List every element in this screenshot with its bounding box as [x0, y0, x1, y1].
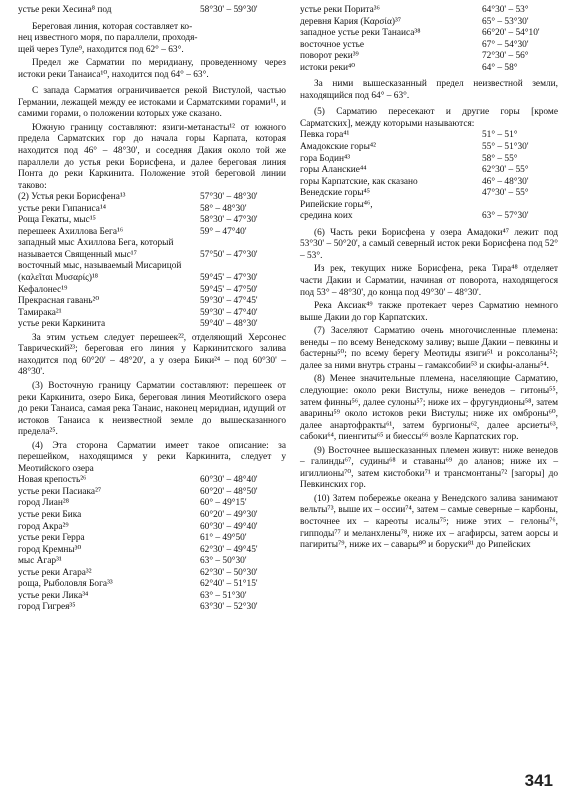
coord-row — [18, 556, 286, 568]
coord-row — [18, 204, 286, 216]
coord-row — [18, 522, 286, 534]
coordinates: 63° – 50°30' — [200, 556, 247, 567]
coordinates: 64° – 58° — [482, 62, 518, 73]
coordinates: 62°30' – 49°45' — [200, 544, 258, 555]
coord-row — [18, 296, 286, 308]
coord-row — [18, 568, 286, 580]
coordinates-table — [300, 130, 558, 222]
paragraph: (9) Восточнее вышесказанных племен живут: ниже венедов – галинды⁶⁷, судины⁶⁸ и ставаны⁶⁹ до аланов; ниже их – игиллионы⁷⁰, затем кистобоки⁷¹ и трансмонтаны⁷² [загоры] до Певкинских гор. — [300, 445, 558, 491]
coord-row — [300, 200, 558, 212]
paragraph: Южную границу составляют: язиги-метанасты¹² от южного предела Сарматских гор до начала горы Карпата, которая находится под 46° – 48°30', и соседняя Дакия около той же параллели до устья реки Борисфена, и далее береговая линия Понта до реки Каркинита. Положение этой береговой линии таково: — [18, 122, 286, 191]
place-name: роща, Рыболовля Бога³³ — [18, 579, 113, 590]
place-name: устье реки Порита³⁶ — [300, 5, 380, 15]
coordinates: 62°30' – 55° — [482, 165, 529, 176]
place-name: город Гигрея³⁵ — [18, 602, 76, 613]
coord-row — [18, 602, 286, 614]
coordinates: 60°30' – 48°40' — [200, 475, 258, 486]
coordinates: 60°20' – 48°50' — [200, 486, 258, 497]
paragraph: (4) Эта сторона Сарматии имеет такое описание: за перешейком, находящимся у реки Каркинита, следует у Меотийского озера — [18, 440, 286, 474]
place-name: устье реки Каркинита — [18, 319, 106, 330]
coordinates: 72°30' – 56° — [482, 51, 529, 62]
coordinates: 47°30' – 55° — [482, 188, 529, 199]
coord-row — [18, 591, 286, 603]
coord-row — [300, 63, 558, 75]
paragraph: С запада Сарматия ограничивается рекой Вистулой, частью Германии, лежащей между ее истоками и Сарматскими горами¹¹, и самими горами, о положении которых уже сказано. — [18, 86, 286, 120]
place-name: Прекрасная гавань²⁰ — [18, 296, 100, 307]
coordinates: 59°40' – 48°30' — [200, 319, 258, 330]
coordinates — [200, 261, 286, 273]
place-name: (2) Устья реки Борисфена¹³ — [18, 192, 126, 203]
place-name: восточное устье — [300, 39, 365, 50]
paragraph: (7) Заселяют Сарматию очень многочисленные племена: венеды – по всему Венедскому заливу; выше Дакии – певкины и бастерны⁵⁰; по всему берегу Меотиды язиги⁵¹ и роксоланы⁵²; далее за ними внутрь страны – гамаксобии⁵³ и скифы-аланы⁵⁴. — [300, 326, 558, 371]
coord-row — [300, 130, 558, 142]
paragraph: (3) Восточную границу Сарматии составляют: перешеек от реки Каркинита, озеро Бика, береговая линия Меотийского озера до реки Танаиса, самая река Танаис, наконец меридиан, идущий от истоков Танаиса к неизвестной земле до вышесказанного предела²⁵. — [18, 380, 286, 438]
place-name: Певка гора⁴¹ — [300, 130, 350, 141]
paragraph: (10) Затем побережье океана у Венедского залива занимают вельты⁷³, выше их – оссии⁷⁴, затем – самые северные – карбоны, восточнее их – кареоты исалы⁷⁵; ниже этих – гелоны⁷⁶, гипподы⁷⁷ и меланхлены⁷⁸, ниже их – агафирсы, затем аорсы и пагириты⁷⁹, ниже их – савары⁸⁰ и боруски⁸¹ до Рипейских — [300, 493, 558, 551]
page-number: 341 — [524, 771, 553, 790]
coord-row — [300, 28, 558, 40]
place-name: устье реки Бика — [18, 509, 82, 520]
paragraph: Из рек, текущих ниже Борисфена, река Тира⁴⁸ отделяет части Дакии и Сарматии, начиная от поворота, находящегося под 53° – 48°30', до конца под 49°30' – 48°30'. — [300, 264, 558, 298]
place-name: устье реки Гипаниса¹⁴ — [18, 203, 107, 214]
paragraph: Предел же Сарматии по меридиану, проведенному через истоки реки Танаиса¹⁰, находится под 64° – 63°. — [18, 58, 286, 80]
coordinates: 63° – 51°30' — [200, 590, 247, 601]
coord-row — [18, 579, 286, 591]
coordinates: 62°30' – 50°30' — [200, 567, 258, 578]
place-name: устье реки Пасиака²⁷ — [18, 486, 102, 497]
coord-row — [18, 273, 286, 285]
place-name: средина коих — [300, 211, 353, 222]
place-name: Новая крепость²⁶ — [18, 475, 87, 486]
right-column — [300, 5, 558, 552]
place-name: горы Карпатские, как сказано — [300, 176, 418, 187]
coord-row — [300, 17, 558, 29]
coordinates: 59°45' – 47°30' — [200, 273, 258, 284]
place-name: город Акра²⁹ — [18, 521, 69, 532]
place-name: Венедские горы⁴⁵ — [300, 188, 371, 199]
coord-row — [18, 545, 286, 557]
place-name: восточный мыс, называемый Мисарицой — [18, 261, 182, 272]
coordinates: 59°30' – 47°40' — [200, 307, 258, 318]
place-name: западный мыс Ахиллова Бега, который — [18, 238, 174, 249]
place-name: Амадокские горы⁴² — [300, 142, 376, 153]
coord-row — [300, 40, 558, 52]
place-name: устье реки Хесина⁸ под — [18, 5, 112, 15]
coordinates: 60° – 49°15' — [200, 498, 247, 509]
place-name: деревня Кария (Καρσία)³⁷ — [300, 16, 402, 27]
place-name: город Лиан²⁸ — [18, 498, 69, 509]
place-name: Роща Гекаты, мыс¹⁵ — [18, 215, 96, 226]
coordinates-table — [18, 192, 286, 331]
coordinates-table — [300, 5, 558, 74]
coordinates: 58° – 55° — [482, 153, 518, 164]
coordinates: 46° – 48°30' — [482, 176, 529, 187]
paragraph: (5) Сарматию пересекают и другие горы [кроме Сарматских], между которыми называются: — [300, 107, 558, 129]
coord-row — [18, 261, 286, 273]
coordinates: 67° – 54°30' — [482, 39, 529, 50]
coordinates: 51° – 51° — [482, 130, 518, 141]
coordinates: 63° – 57°30' — [482, 211, 529, 222]
coordinates — [200, 238, 286, 250]
coord-row — [300, 51, 558, 63]
place-name: перешеек Ахиллова Бега¹⁶ — [18, 226, 124, 237]
coordinates: 62°40' – 51°15' — [200, 579, 258, 590]
coordinates: 60°30' – 49°40' — [200, 521, 258, 532]
paragraph: За этим устьем следует перешеек²², отделяющий Херсонес Таврический²³; береговая его линия у Каркинитского залива находится под 60°20' – 48°20', а у озера Бики²⁴ – под 60°30' – 48°30'. — [18, 332, 286, 378]
coordinates: 66°20' – 54°10' — [482, 28, 540, 39]
coordinates: 59°30' – 47°45' — [200, 296, 258, 307]
coordinates: 58°30' – 47°30' — [200, 215, 258, 226]
place-name: Рипейские горы⁴⁶, — [300, 199, 373, 210]
paragraph: За ними вышесказанный предел неизвестной земли, находящийся под 64° – 63°. — [300, 79, 558, 101]
coordinates — [482, 200, 558, 212]
place-name: гора Бодин⁴³ — [300, 153, 351, 164]
place-name: поворот реки³⁹ — [300, 51, 359, 62]
place-name: город Кремны³⁰ — [18, 544, 82, 555]
coordinates-table — [18, 475, 286, 614]
coordinates: 64°30' – 53° — [482, 5, 529, 15]
coord-row — [18, 192, 286, 204]
coord-row — [18, 215, 286, 227]
coord-row — [18, 250, 286, 262]
place-name: Кефалонес¹⁹ — [18, 284, 68, 295]
coord-row — [18, 308, 286, 320]
coordinates: 55° – 51°30' — [482, 142, 529, 153]
coordinates: 57°30' – 48°30' — [200, 192, 258, 203]
coord-row — [18, 227, 286, 239]
coordinates: 65° – 53°30' — [482, 16, 529, 27]
coord-row — [18, 319, 286, 331]
coord-row — [18, 487, 286, 499]
place-name: Тамирака²¹ — [18, 307, 62, 318]
left-column — [18, 5, 286, 614]
coordinates: 63°30' – 52°30' — [200, 602, 258, 613]
coord-row — [300, 154, 558, 166]
coordinates: 59° – 47°40' — [200, 226, 247, 237]
coord-row — [18, 5, 286, 17]
coord-row — [300, 142, 558, 154]
place-name: устье реки Герра — [18, 533, 85, 544]
coord-row — [18, 533, 286, 545]
place-name: называется Священный мыс¹⁷ — [18, 249, 137, 260]
paragraph: Река Аксиак⁴⁹ также протекает через Сарматию немного выше Дакии до гор Карпатских. — [300, 301, 558, 323]
coord-row — [18, 285, 286, 297]
coord-row — [18, 498, 286, 510]
place-name: горы Аланские⁴⁴ — [300, 165, 367, 176]
coordinates: 58°30' – 59°30' — [200, 5, 258, 15]
paragraph: (8) Менее значительные племена, населяющие Сарматию, следующие: около реки Вистулы, ниже венедов – гитоны⁵⁵, затем финны⁵⁶, далее сулоны⁵⁷; ниже их – фругундионы⁵⁸, затем аварины⁵⁹ около истоков реки Вистулы; ниже их омброны⁶⁰, далее анартофракты⁶¹, затем бургионы⁶², далее арсиеты⁶³, сабоки⁶⁴, пиенгиты⁶⁵ и биессы⁶⁶ возле Карпатских гор. — [300, 374, 558, 443]
place-name: устье реки Лика³⁴ — [18, 590, 89, 601]
paragraph: Береговая линия, которая составляет ко- нец известного моря, по параллели, проходя- щей через Туле⁹, находится под 62° – 63°. — [18, 21, 198, 55]
coordinates: 58° – 48°30' — [200, 203, 247, 214]
coordinates: 60°20' – 49°30' — [200, 509, 258, 520]
place-name: западное устье реки Танаиса³⁸ — [300, 28, 421, 39]
coord-row — [300, 211, 558, 223]
coord-row — [18, 475, 286, 487]
coord-row — [300, 165, 558, 177]
coordinates: 61° – 49°50' — [200, 533, 247, 544]
coordinates: 57°50' – 47°30' — [200, 249, 258, 260]
place-name: (καλεῖται Μυσαρίς)¹⁸ — [18, 273, 99, 284]
place-name: устье реки Агара³² — [18, 567, 92, 578]
coord-row — [300, 188, 558, 200]
coord-row — [300, 177, 558, 189]
coord-row — [18, 510, 286, 522]
coord-row — [300, 5, 558, 17]
paragraph: (6) Часть реки Борисфена у озера Амадоки⁴⁷ лежит под 53°30' – 50°20', а самый северный исток реки Борисфена под 52° – 53°. — [300, 227, 558, 261]
place-name: истоки реки⁴⁰ — [300, 62, 356, 73]
place-name: мыс Агар³¹ — [18, 556, 62, 567]
coord-row — [18, 238, 286, 250]
coordinates: 59°45' – 47°50' — [200, 284, 258, 295]
